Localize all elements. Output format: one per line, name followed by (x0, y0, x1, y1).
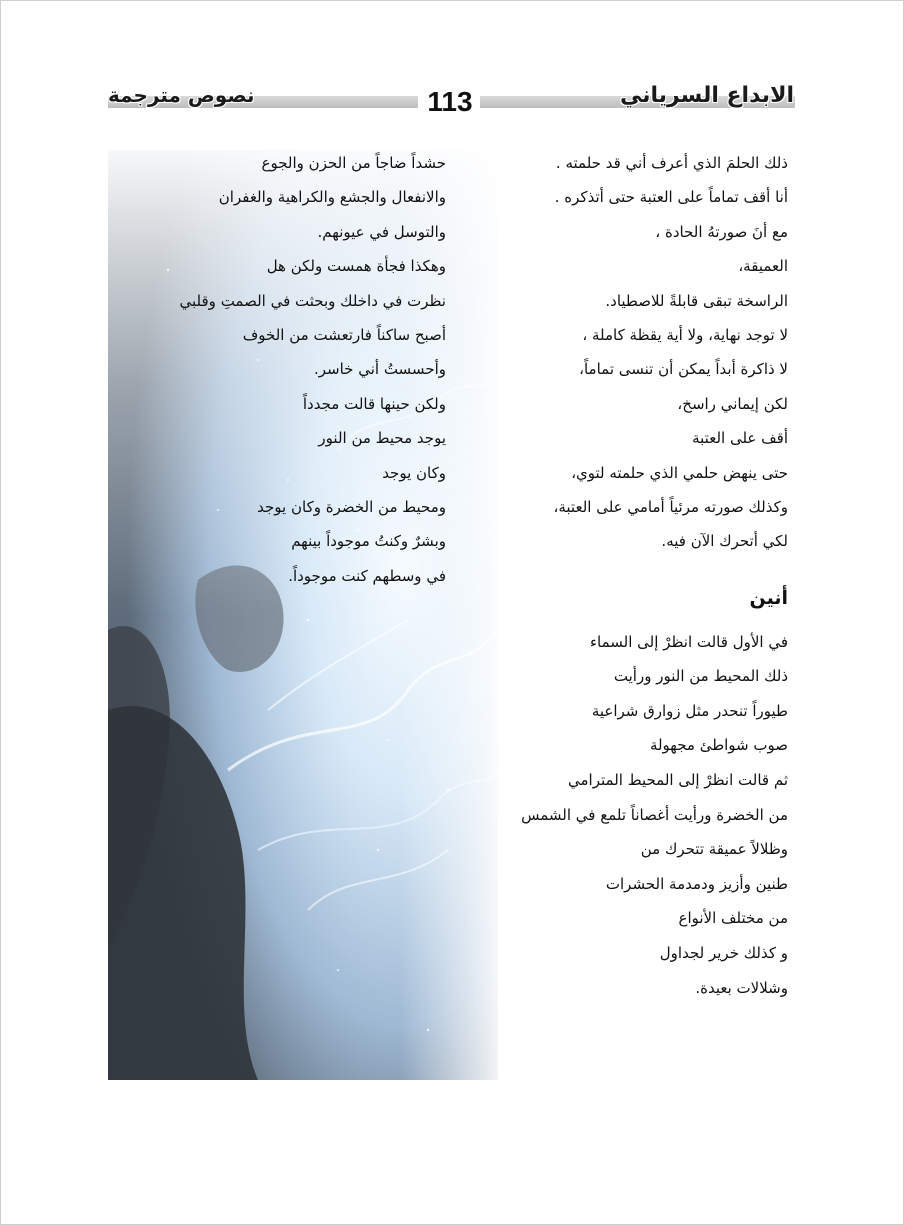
poem-line: ذلك الحلمَ الذي أعرف أني قد حلمته . (555, 154, 788, 172)
poem-line: حشداً ضاجاً من الحزن والجوع (261, 154, 446, 172)
poem-line: طيوراً تنحدر مثل زوارق شراعية (591, 701, 788, 720)
poem-line: ومحيط من الخضرة وكان يوجد (257, 497, 446, 516)
poem-line: ذلك المحيط من النور ورأيت (613, 667, 788, 686)
poem-line: في وسطهم كنت موجوداً. (288, 566, 446, 585)
poem-title: أنين (749, 586, 788, 609)
poem-line: في الأول قالت انظرْ إلى السماء (590, 632, 788, 651)
poem-line: والتوسل في عيونهم. (317, 222, 446, 241)
poem-line: ولكن حينها قالت مجدداً (302, 394, 446, 413)
poem-line: الراسخة تبقى قابلةً للاصطياد. (605, 291, 788, 310)
poem-line: وهكذا فجأة همست ولكن هل (266, 257, 446, 276)
poem-line: والانفعال والجشع والكراهية والغفران (218, 188, 446, 207)
poem-line: وأحسستُ أني خاسر. (313, 360, 446, 379)
poem-line: يوجد محيط من النور (318, 429, 446, 448)
left-column (116, 146, 446, 593)
poem-line: لا ذاكرة أبداً يمكن أن تنسى تماماً، (579, 360, 788, 379)
poem-line: أنا أقف تماماً على العتبة حتى أتذكره . (554, 188, 788, 207)
poem-line: حتى ينهض حلمي الذي حلمته لتوي، (571, 463, 788, 482)
poem-line: أقف على العتبة (692, 429, 788, 448)
poem-line: و كذلك خرير لجداول (659, 944, 788, 963)
poem-line: مع أنَ صورتهُ الحادة ، (655, 222, 788, 241)
poem-line: أصبح ساكناً فارتعشت من الخوف (242, 325, 446, 344)
poem-line: العميقة، (738, 257, 788, 276)
poem-line: صوب شواطئ مجهولة (649, 736, 788, 755)
poem-line: نظرت في داخلك وبحثت في الصمتِ وقلبي (179, 291, 446, 310)
poem-line: من الخضرة ورأيت أغصاناً تلمع في الشمس (521, 805, 788, 824)
poem-line: وبشرٌ وكنتُ موجوداً بينهم (291, 532, 446, 551)
poem-line: وظلالاً عميقة تتحرك من (640, 840, 788, 859)
poem-line: ثم قالت انظرْ إلى المحيط المترامي (568, 771, 788, 790)
poem-line: وكان يوجد (382, 463, 446, 482)
poem-line: من مختلف الأنواع (678, 909, 788, 928)
page-number: 113 (427, 86, 473, 117)
right-column (488, 146, 788, 1005)
poem-line: وكذلك صورته مرئياً أمامي على العتبة، (553, 497, 788, 516)
poem-line: لكن إيماني راسخ، (677, 394, 788, 413)
section-title: نصوص مترجمة (108, 83, 255, 107)
magazine-title: الابداع السرياني (619, 83, 794, 108)
poem-line: طنين وأزيز ودمدمة الحشرات (605, 874, 788, 893)
poem-line: لا توجد نهاية، ولا أية يقظة كاملة ، (582, 325, 788, 344)
poem-line: وشلالات بعيدة. (695, 978, 788, 997)
poem-line: لكي أتحرك الآن فيه. (661, 532, 788, 551)
